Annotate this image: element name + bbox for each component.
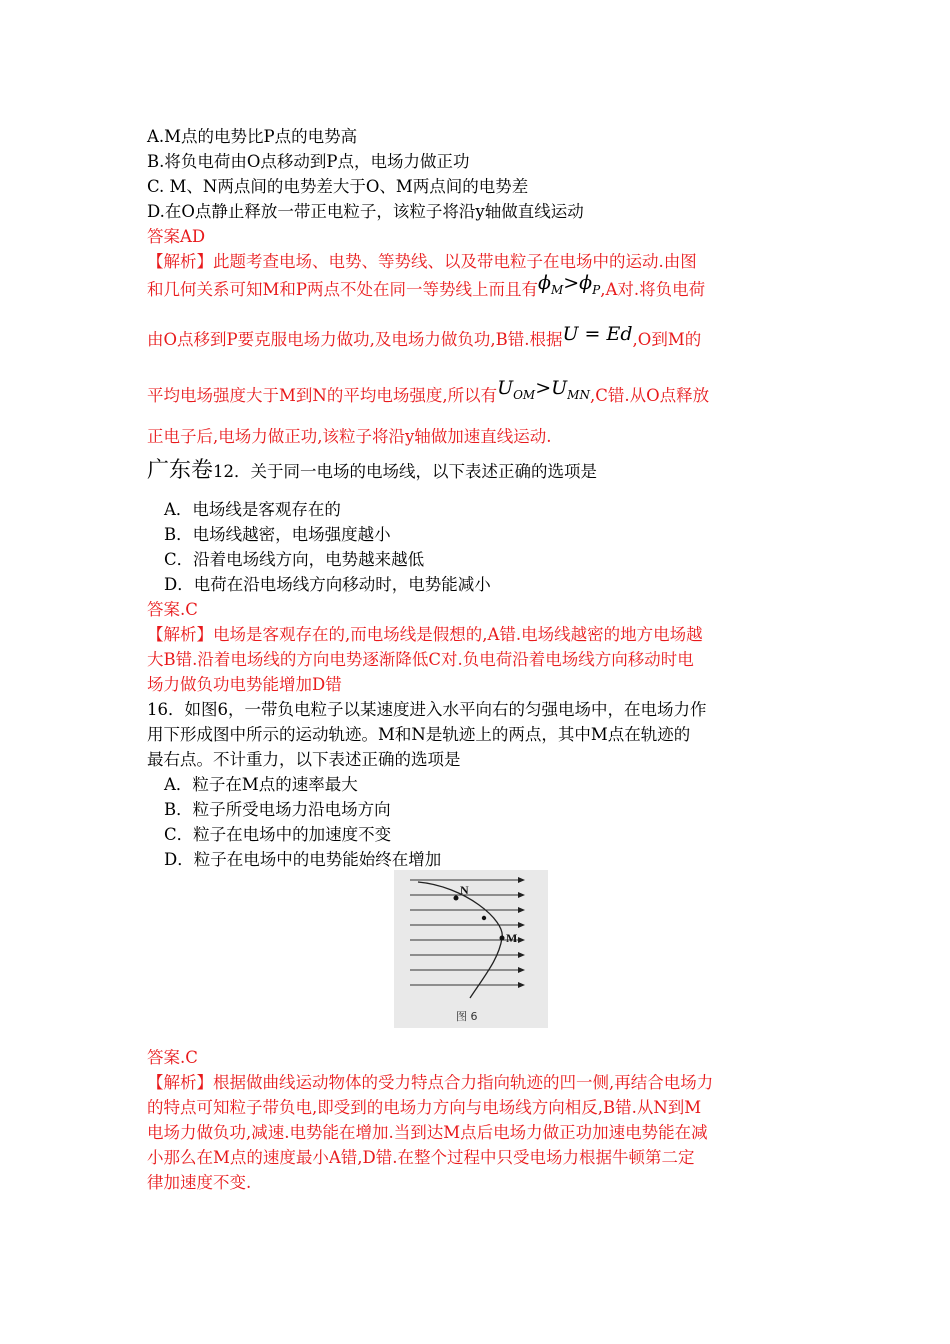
q2-option-b: B．电场线越密，电场强度越小 [164,525,391,544]
phi-symbol: ϕ [538,272,551,294]
q1-option-b: B.将负电荷由O点移动到P点，电场力做正功 [147,152,470,171]
subscript-p: P [592,283,601,297]
q3-answer: 答案.C [147,1048,198,1067]
figure-caption: 图 6 [456,1010,478,1023]
trajectory-arrow-dot [482,916,486,920]
q2-answer: 答案.C [147,600,198,619]
greater-than-sign-2: > [535,377,552,399]
q1-option-c: C. M、N两点间的电势差大于O、M两点间的电势差 [147,177,529,196]
subscript-om: OM [513,388,536,402]
q1-option-d: D.在O点静止释放一带正电粒子，该粒子将沿y轴做直线运动 [147,202,584,221]
u-symbol: U [497,377,514,399]
q3-option-a: A．粒子在M点的速率最大 [164,775,358,794]
q1-analysis-line-3-text-a: 由O点移到P要克服电场力做功,及电场力做负功,B错.根据 [147,330,563,349]
q2-option-a: A．电场线是客观存在的 [164,500,341,519]
q3-option-d: D．粒子在电场中的电势能始终在增加 [164,850,442,869]
subscript-mn: MN [567,388,590,402]
q2-analysis-line-1: 【解析】电场是客观存在的,而电场线是假想的,A错.电场线越密的地方电场越 [147,625,703,644]
q3-analysis-line-5: 律加速度不变. [147,1173,252,1192]
q2-stem-line [147,460,597,483]
subscript-m: M [550,283,564,297]
q3-stem-line-3: 最右点。不计重力，以下表述正确的选项是 [147,750,461,769]
label-n: N [460,883,469,897]
q3-stem-line-2: 用下形成图中所示的运动轨迹。M和N是轨迹上的两点，其中M点在轨迹的 [147,725,691,744]
q1-analysis-line-3 [147,323,702,351]
phi-symbol-2: ϕ [579,272,593,294]
point-m [500,936,505,941]
label-m: M [506,931,518,945]
u-symbol-2: U [551,377,568,399]
q1-analysis-line-4-text-b: ,C错.从O点释放 [589,386,710,405]
field-lines-diagram [394,870,548,1028]
q3-analysis-line-3: 电场力做负功,减速.电势能在增加.当到达M点后电场力做正功加速电势能在减 [147,1123,708,1142]
q2-stem: 12．关于同一电场的电场线，以下表述正确的选项是 [213,462,598,481]
point-n [454,896,459,901]
q2-analysis-line-2: 大B错.沿着电场线的方向电势逐渐降低C对.负电荷沿着电场线方向移动时电 [147,650,694,669]
phi-m-gt-phi-p-formula [538,272,601,297]
q1-analysis-line-4-text-a: 平均电场强度大于M到N的平均电场强度,所以有 [147,386,498,405]
q3-analysis-line-2: 的特点可知粒子带负电,即受到的电场力方向与电场线方向相反,B错.从N到M [147,1098,702,1117]
q3-analysis-line-4: 小那么在M点的速度最小A错,D错.在整个过程中只受电场力根据牛顿第二定 [147,1148,695,1167]
figure-6-electric-field [394,870,548,1028]
q1-answer: 答案AD [147,227,206,246]
u-equals-ed-formula: U = Ed [562,323,633,345]
q1-analysis-line-1: 【解析】此题考查电场、电势、等势线、以及带电粒子在电场中的运动.由图 [147,252,697,271]
greater-than-sign: > [563,272,580,294]
q1-analysis-line-3-text-b: ,O到M的 [632,330,702,349]
q3-analysis-line-1: 【解析】根据做曲线运动物体的受力特点合力指向轨迹的凹一侧,再结合电场力 [147,1073,714,1092]
q3-option-c: C．粒子在电场中的加速度不变 [164,825,392,844]
q1-option-a: A.M点的电势比P点的电势高 [147,127,358,146]
q1-analysis-line-2-text-b: ,A对.将负电荷 [600,280,706,299]
q2-option-d: D．电荷在沿电场线方向移动时，电势能减小 [164,575,491,594]
q2-analysis-line-3: 场力做负功电势能增加D错 [147,675,342,694]
q2-option-c: C．沿着电场线方向，电势越来越低 [164,550,425,569]
q3-stem-line-1: 16．如图6，一带负电粒子以某速度进入水平向右的匀强电场中，在电场力作 [147,700,707,719]
u-om-gt-u-mn-formula [497,377,590,402]
q3-option-b: B．粒子所受电场力沿电场方向 [164,800,391,819]
q1-analysis-line-5: 正电子后,电场力做正功,该粒子将沿y轴做加速直线运动. [147,427,552,446]
q1-analysis-line-2 [147,272,706,307]
q1-analysis-line-4 [147,377,710,413]
q2-region-label: 广东卷 [147,458,214,483]
q1-analysis-line-2-text-a: 和几何关系可知M和P两点不处在同一等势线上而且有 [147,280,538,299]
